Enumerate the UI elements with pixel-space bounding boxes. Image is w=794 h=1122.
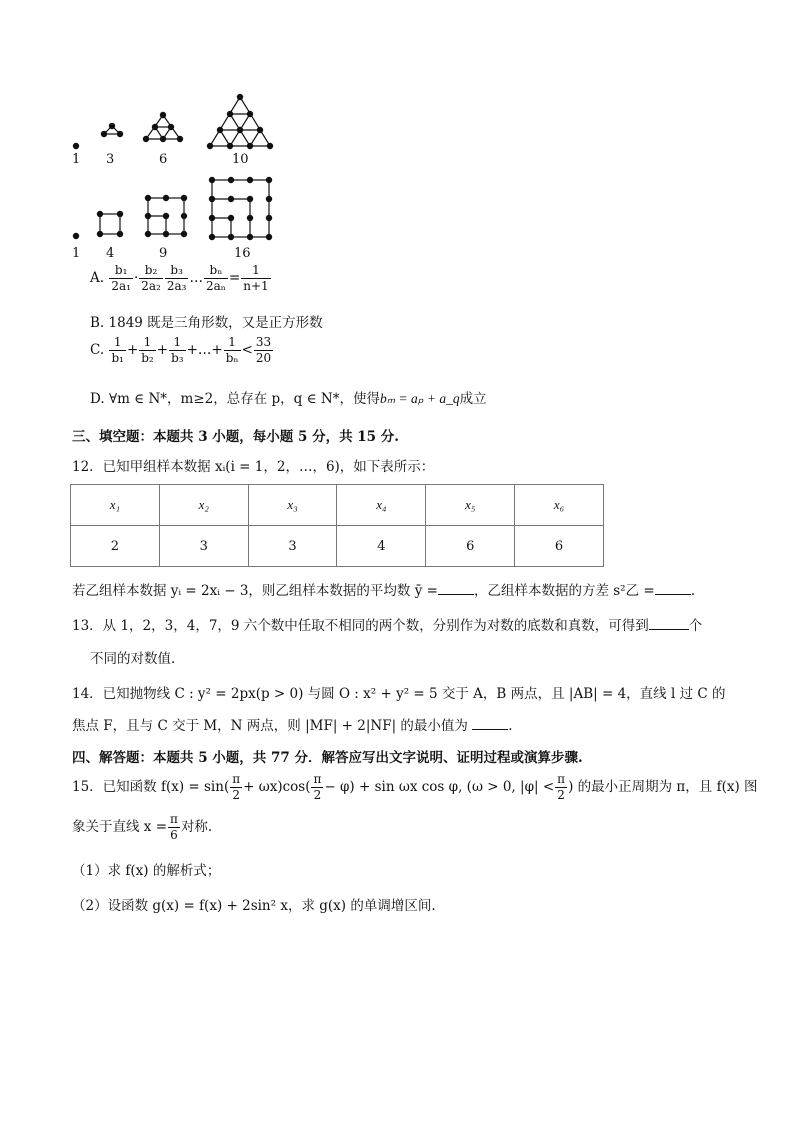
table-cell: 3 <box>159 526 248 567</box>
frac: $\frac{\pi}{2}$ <box>313 772 322 802</box>
question-15: 15．已知函数 f(x) = sin( $\frac{\pi}{2}$ + ωx)cos( $\frac{\pi}{2}$ − φ) + sin ωx cos φ, (ω > 0, |φ| < $\frac{\pi}{2}$ ) 的最小正周期为 π，且 f(x) 图 <box>72 772 758 802</box>
frac: $\frac{\text{b₁}}{\text{2a₁}}$ <box>111 263 131 293</box>
frac: $\frac{1}{\text{bₙ}}$ <box>225 335 239 365</box>
frac: $\frac{\pi}{6}$ <box>170 812 178 842</box>
sq-label-9: 9 <box>159 246 168 261</box>
table-header: x₄ <box>337 485 426 526</box>
option-c: C. $\frac{1}{\text{b₁}}$ + $\frac{1}{\text{b₂}}$ + $\frac{1}{\text{b₃}}$ +…+ $\frac{1}{\text{bₙ}}$ < $\frac{33}{20}$ <box>90 335 272 365</box>
question-15-part1: （1）求 f(x) 的解析式； <box>72 863 221 879</box>
tri-label-3: 3 <box>106 152 115 167</box>
frac: $\frac{\text{b₂}}{\text{2a₂}}$ <box>141 263 161 293</box>
sq-label-16: 16 <box>234 246 251 261</box>
tri-label-10: 10 <box>232 152 249 167</box>
table-cell: 6 <box>515 526 604 567</box>
frac: $\frac{\text{b₃}}{\text{2a₃}}$ <box>166 263 187 293</box>
frac: $\frac{\pi}{2}$ <box>232 772 241 802</box>
square-number-figures <box>60 174 290 244</box>
tri-label-1: 1 <box>72 152 81 167</box>
table-cell: 6 <box>426 526 515 567</box>
section-heading-solutions: 四、解答题：本题共 5 小题，共 77 分．解答应写出文字说明、证明过程或演算步骤. <box>72 750 583 766</box>
frac: $\frac{33}{20}$ <box>255 335 272 365</box>
option-d: D. ∀m ∈ N*，m≥2，总存在 p，q ∈ N*，使得bₘ = aₚ + a_q成立 <box>90 391 487 407</box>
option-b: B. 1849 既是三角形数，又是正方形数 <box>90 315 323 331</box>
table-row <box>71 485 604 526</box>
question-13-line2: 不同的对数值. <box>90 651 176 667</box>
table-header: x₃ <box>248 485 337 526</box>
data-table <box>70 484 604 567</box>
frac: $\frac{1}{\text{b₂}}$ <box>141 335 154 365</box>
answer-blank[interactable] <box>438 582 474 595</box>
table-header: x₅ <box>426 485 515 526</box>
answer-blank[interactable] <box>649 617 689 630</box>
table-header: x₁ <box>71 485 160 526</box>
option-a: A. $\frac{\text{b₁}}{\text{2a₁}}$ · $\frac{\text{b₂}}{\text{2a₂}}$ $\frac{\text{b₃}}{\text{2a₃}}$ … $\frac{\text{bₙ}}{\text{2aₙ}}$ = $\frac{1}{n+1}$ <box>90 263 269 293</box>
frac: $\frac{1}{\text{b₃}}$ <box>171 335 184 365</box>
table-header: x₆ <box>515 485 604 526</box>
sq-label-1: 1 <box>72 246 81 261</box>
question-12: 12．已知甲组样本数据 xᵢ(i = 1，2，…，6)，如下表所示： <box>72 459 435 475</box>
section-heading-fill-in: 三、填空题：本题共 3 小题，每小题 5 分，共 15 分. <box>72 429 399 445</box>
question-15-line2: 象关于直线 x = $\frac{\pi}{6}$ 对称. <box>72 812 213 842</box>
table-row <box>71 526 604 567</box>
table-cell: 2 <box>71 526 160 567</box>
question-15-part2: （2）设函数 g(x) = f(x) + 2sin² x，求 g(x) 的单调增区间. <box>72 898 436 914</box>
triangular-number-figures <box>60 90 290 156</box>
sq-label-4: 4 <box>106 246 115 261</box>
answer-blank[interactable] <box>655 582 691 595</box>
table-header: x₂ <box>159 485 248 526</box>
tri-label-6: 6 <box>159 152 168 167</box>
question-14: 14．已知抛物线 C : y² = 2px(p > 0) 与圆 O : x² + y² = 5 交于 A，B 两点，且 |AB| = 4，直线 l 过 C 的 <box>72 686 726 702</box>
frac: $\frac{\text{bₙ}}{\text{2aₙ}}$ <box>205 263 226 293</box>
question-13: 13．从 1，2，3，4，7，9 六个数中任取不相同的两个数，分别作为对数的底数和真数，可得到 个 <box>72 618 703 634</box>
answer-blank[interactable] <box>472 717 508 730</box>
question-12-followup: 若乙组样本数据 yᵢ = 2xᵢ − 3，则乙组样本数据的平均数 ȳ = ，乙组样本数据的方差 s²乙 = . <box>72 583 695 599</box>
table-cell: 4 <box>337 526 426 567</box>
table-cell: 3 <box>248 526 337 567</box>
dot <box>73 143 78 148</box>
frac: $\frac{1}{\text{b₁}}$ <box>111 335 124 365</box>
frac: $\frac{\pi}{2}$ <box>557 772 566 802</box>
question-14-line2: 焦点 F，且与 C 交于 M，N 两点，则 |MF| + 2|NF| 的最小值为 . <box>72 718 513 734</box>
frac: $\frac{1}{n+1}$ <box>243 263 269 293</box>
